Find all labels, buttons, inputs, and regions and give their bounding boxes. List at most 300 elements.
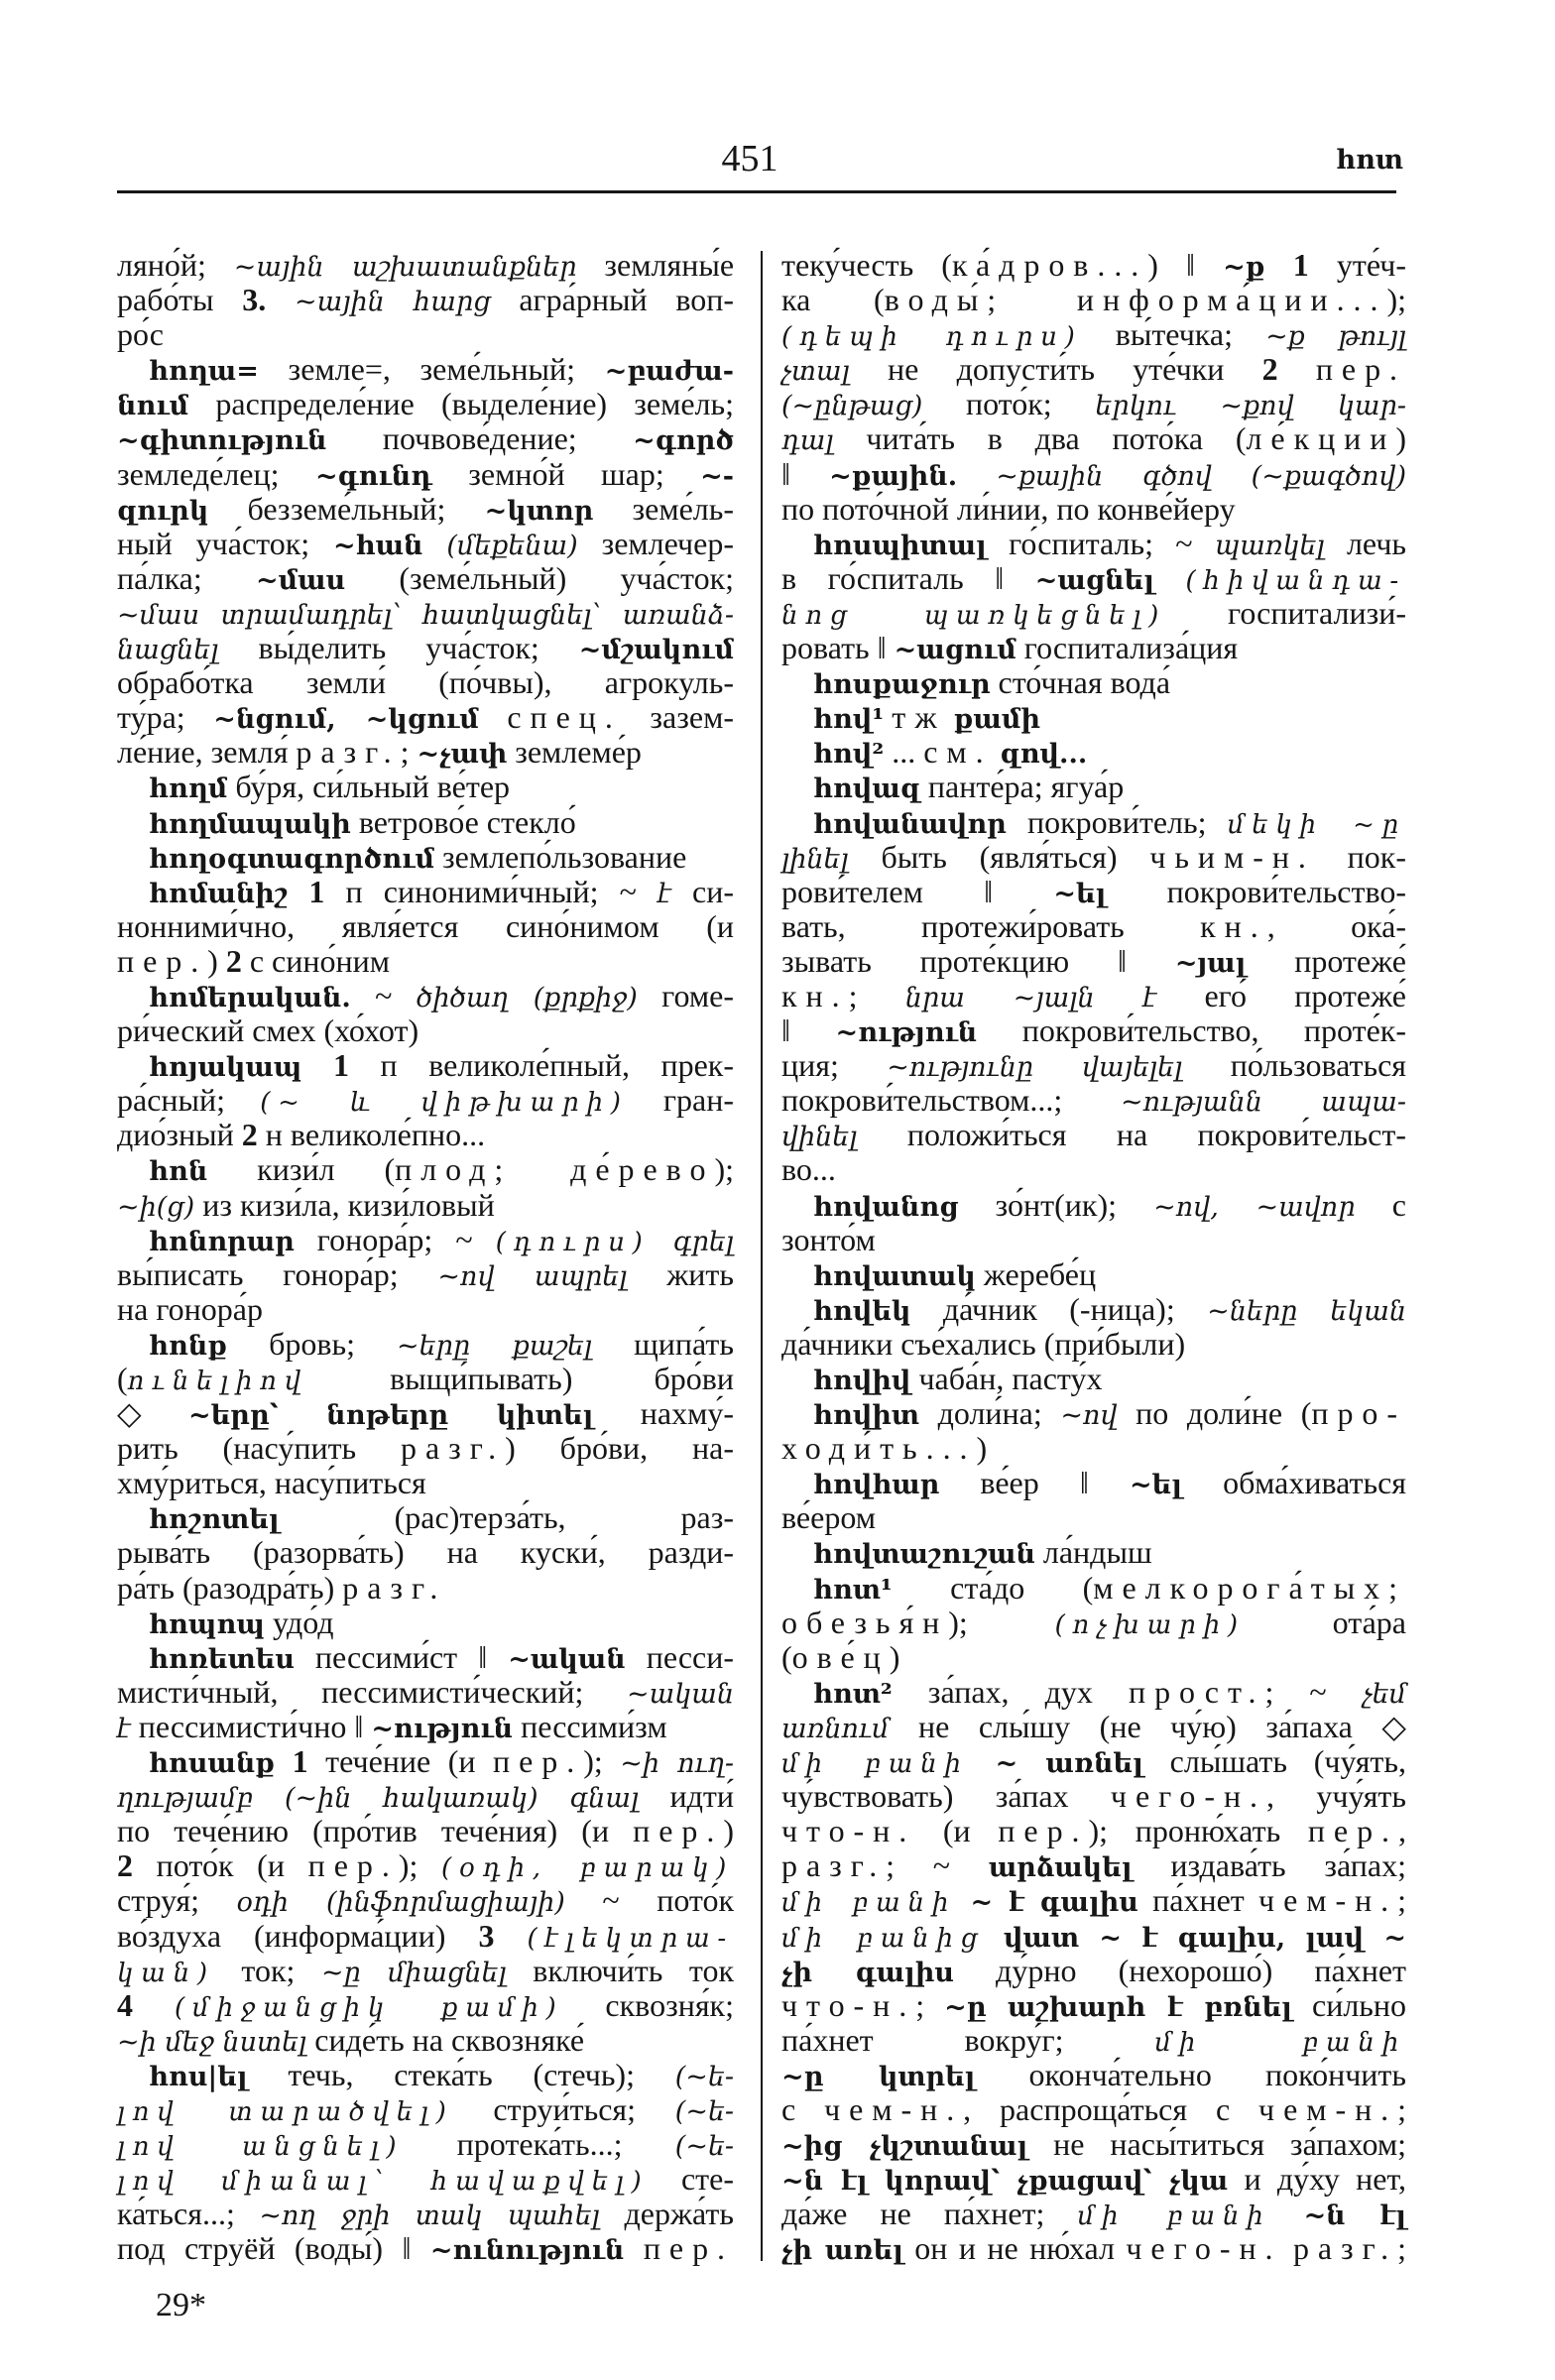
spaced-usage-label: чем-н.	[824, 2090, 964, 2127]
line-text	[813, 1675, 1406, 1710]
spaced-usage-label: воды́; информа́ции...	[884, 282, 1387, 318]
armenian-bold-term: հոս|ել	[149, 2061, 248, 2092]
line-text	[117, 2023, 584, 2058]
sense-number: 4	[117, 1986, 133, 2023]
entry-line	[781, 2023, 1406, 2058]
armenian-italic-example: ~ությունը վայելել	[887, 1052, 1183, 1084]
line-text	[781, 1431, 987, 1466]
armenian-italic-example: ~ով	[1060, 1400, 1118, 1432]
line-text	[117, 1710, 667, 1744]
line-text	[781, 283, 1406, 317]
russian-text: ~	[350, 977, 417, 1013]
armenian-bold-term: ~նցում, ~կցում	[213, 704, 479, 736]
armenian-bold-term: ~ական	[508, 1643, 626, 1675]
russian-text: бровь;	[227, 1325, 397, 1362]
spaced-usage-label: чего-н.	[1110, 1778, 1267, 1815]
russian-text: чаба́н, пасту́х	[910, 1361, 1103, 1396]
armenian-spaced-gloss: մի բանի	[1077, 2202, 1271, 2232]
russian-text: обрабо́тка земли́ (по́чвы), агрокуль-	[117, 664, 734, 701]
line-text	[117, 735, 642, 770]
spaced-usage-label: пер.	[633, 1813, 724, 1849]
armenian-italic-example: նացնել	[117, 635, 219, 666]
entry-line	[781, 944, 1406, 979]
spaced-usage-label: пер.	[493, 1743, 584, 1780]
spaced-usage-label: пер.	[643, 2230, 735, 2267]
line-text	[781, 421, 1406, 456]
armenian-bold-term: ~ություն	[371, 1713, 514, 1744]
entry-first-line	[117, 1152, 734, 1187]
entry-line	[117, 1292, 734, 1327]
entry-line	[117, 1396, 734, 1431]
russian-text	[1154, 560, 1186, 596]
line-text	[117, 1188, 495, 1223]
russian-text: песси-	[625, 1638, 734, 1675]
russian-text: ка (	[781, 282, 885, 318]
russian-text: рабо́ты	[117, 282, 243, 318]
spaced-usage-label: пер.	[307, 1847, 399, 1884]
armenian-bold-term: ~մաս	[255, 564, 346, 596]
russian-text: );	[948, 1604, 1055, 1640]
entry-line	[781, 421, 1406, 456]
spaced-usage-label: ходи́ть...	[781, 1430, 977, 1467]
entry-line	[781, 1919, 1406, 1954]
russian-text: , ока́-	[1266, 907, 1407, 944]
line-text	[117, 387, 734, 421]
entry-line	[117, 1883, 734, 1918]
armenian-italic-example: ~քային գծով (~քագծով)	[996, 460, 1407, 492]
line-text	[117, 1013, 419, 1048]
entry-line	[117, 665, 734, 700]
line-text	[813, 1362, 1102, 1396]
page-number: 451	[721, 138, 778, 179]
russian-text: вы́писать гонора́р;	[117, 1255, 438, 1292]
armenian-bold-term: ~ք	[1223, 252, 1265, 283]
entry-line	[117, 1118, 734, 1152]
russian-text	[969, 1743, 996, 1779]
entry-line	[117, 283, 734, 317]
entry-line	[781, 1779, 1406, 1814]
entry-first-line	[781, 1188, 1406, 1223]
line-text	[781, 387, 1406, 421]
russian-text: ри́ческий смех (хо́хот)	[117, 1012, 419, 1049]
russian-text: хму́риться, насу́питься	[117, 1465, 426, 1501]
line-text	[117, 527, 734, 561]
armenian-italic-example: նրա ~յալն է	[904, 982, 1157, 1013]
armenian-bold-term: ~ն էլ	[1303, 2201, 1407, 2232]
line-text	[781, 1500, 876, 1535]
line-text	[781, 1988, 1406, 2023]
russian-text: покрови́тельством...;	[781, 1082, 1122, 1119]
armenian-italic-example: է	[117, 1713, 131, 1744]
spaced-usage-label: пер.	[117, 942, 208, 979]
armenian-bold-term: հովհար	[813, 1470, 940, 1501]
line-text	[117, 457, 734, 492]
russian-text: );	[398, 1847, 442, 1884]
entry-line	[117, 700, 734, 735]
entry-line	[781, 1431, 1406, 1466]
russian-text: ‖	[781, 455, 830, 492]
armenian-bold-term: ~ առնել	[995, 1748, 1143, 1780]
armenian-italic-example: ~ային հարց	[294, 287, 491, 318]
entry-first-line	[781, 665, 1406, 700]
entry-first-line	[117, 2058, 734, 2092]
armenian-italic-example: ղությամբ (~ին հակառակ) գնալ	[117, 1783, 640, 1815]
russian-text: по пото́чной ли́нии, по конве́йеру	[781, 490, 1236, 527]
armenian-spaced-gloss: լով անցնել)	[117, 2132, 405, 2163]
armenian-bold-term: հովեկ	[813, 1295, 911, 1327]
line-text	[117, 1535, 734, 1570]
entry-line	[781, 1083, 1406, 1118]
line-text	[781, 2231, 1406, 2266]
russian-text: жеребе́ц	[975, 1255, 1097, 1292]
armenian-spaced-gloss: մի բանի	[781, 1888, 957, 1919]
line-text	[149, 840, 686, 875]
entry-line	[781, 979, 1406, 1013]
column-divider	[761, 251, 763, 2261]
entry-line	[117, 631, 734, 665]
entry-line	[117, 317, 734, 352]
entry-first-line	[117, 352, 734, 387]
russian-text: п великоле́пный, прек-	[349, 1047, 735, 1084]
line-text	[781, 631, 1238, 665]
armenian-italic-example: ~ով, ~ավոր	[1153, 1191, 1356, 1223]
russian-text: земле=, земе́льный;	[258, 351, 605, 388]
russian-text: ~ пото́к	[564, 1882, 735, 1919]
spaced-usage-label: мелкорога́тых;	[1093, 1569, 1406, 1606]
russian-text: уте́ч-	[1308, 247, 1407, 283]
line-text	[781, 2162, 1406, 2197]
line-text	[117, 1571, 446, 1606]
russian-text: течь, стека́ть (стечь);	[247, 2056, 675, 2092]
line-text	[117, 665, 734, 700]
russian-text: рови́телем ‖	[781, 873, 1054, 909]
spaced-usage-label: пер.	[1307, 1813, 1398, 1849]
line-text	[781, 1606, 1406, 1640]
entry-line	[117, 1988, 734, 2023]
armenian-spaced-gloss: (~ և վիթխարի)	[260, 1088, 629, 1119]
russian-text: быть (явля́ться)	[848, 838, 1150, 875]
line-text	[781, 840, 1406, 875]
line-text	[813, 805, 1406, 840]
line-text	[781, 2023, 1406, 2058]
armenian-bold-term: վատ ~ է գալիս, լավ ~	[1004, 1922, 1407, 1954]
russian-text: го́спиталь; ~	[986, 525, 1215, 561]
line-text	[117, 1118, 485, 1152]
russian-text: ;	[915, 1986, 945, 2023]
russian-text: па́хнет	[1137, 1882, 1259, 1919]
entry-line	[117, 1083, 734, 1118]
russian-text: панте́ра; ягуа́р	[919, 769, 1125, 805]
line-text	[149, 1606, 334, 1640]
entry-line	[781, 317, 1406, 352]
armenian-spaced-gloss: (դեպի դուրս)	[781, 322, 1083, 353]
line-text	[149, 875, 734, 909]
russian-text: ;	[400, 734, 418, 771]
russian-text: ;	[1397, 2230, 1406, 2267]
line-text	[781, 1013, 1406, 1048]
armenian-italic-example: ~ի ուղ-	[620, 1748, 734, 1780]
sense-number: 3	[478, 1917, 495, 1954]
russian-text: пото́к;	[922, 386, 1096, 422]
russian-text: нахму́-	[593, 1395, 734, 1432]
armenian-italic-example: գրել	[672, 1226, 735, 1257]
line-text	[781, 1327, 1185, 1362]
russian-text: по́льзоваться	[1182, 1047, 1407, 1084]
sense-number: 1	[1292, 247, 1309, 283]
entry-line	[781, 1640, 1406, 1675]
spaced-usage-label: кн.	[1200, 907, 1267, 944]
line-text	[781, 1919, 1406, 1954]
russian-text: (	[117, 1361, 128, 1396]
entry-line	[781, 1013, 1406, 1048]
russian-text: с сино́ним	[241, 942, 390, 979]
entry-line	[781, 2058, 1406, 2092]
line-text	[149, 1640, 734, 1675]
armenian-bold-term: հոշոտել	[149, 1504, 280, 1536]
sense-number: 1	[292, 1743, 308, 1780]
russian-text: с	[781, 2090, 825, 2127]
entry-line	[781, 1327, 1406, 1362]
russian-text: пессими́зм	[513, 1708, 667, 1744]
russian-text: протеже́	[1246, 942, 1407, 979]
entry-line	[117, 1779, 734, 1814]
russian-text: землеме́р	[507, 734, 642, 771]
russian-text: покрови́тельство-	[1106, 873, 1407, 909]
armenian-italic-example: ~ությանն ապա-	[1121, 1087, 1406, 1119]
russian-text: (земе́льный) уча́сток;	[345, 559, 734, 596]
armenian-bold-term: ~երը՝ նոթերը կիտել	[188, 1400, 594, 1432]
entry-line	[117, 2127, 734, 2162]
russian-text: распределе́ние (выделе́ние) земе́ль;	[188, 386, 734, 422]
russian-text: оконча́тельно поко́нчить	[975, 2056, 1406, 2092]
spaced-usage-label: чем-н.	[1258, 2090, 1398, 2127]
russian-text	[133, 1987, 175, 2023]
armenian-bold-term: հոնք	[149, 1330, 228, 1362]
russian-text: ле́ние, земля́	[117, 734, 297, 771]
armenian-bold-term: ~ունություն	[429, 2235, 625, 2267]
entry-line	[781, 909, 1406, 944]
entry-line	[117, 492, 734, 527]
russian-text: гонора́р; ~	[294, 1221, 496, 1257]
entry-line	[117, 909, 734, 944]
russian-text: ра́ть (разодра́ть)	[117, 1569, 343, 1606]
right-column	[781, 248, 1406, 2266]
entry-line	[117, 1710, 734, 1744]
russian-text: и ду́ху нет,	[1228, 2161, 1406, 2198]
armenian-bold-term: հողմ	[149, 774, 228, 805]
entry-first-line	[781, 1466, 1406, 1500]
russian-text: не слы́шу (не чу́ю) за́паха ◇	[889, 1708, 1406, 1744]
line-text	[117, 1362, 734, 1396]
entry-first-line	[117, 1640, 734, 1675]
line-text	[117, 2231, 734, 2266]
russian-text: п синоними́чный; ~	[324, 873, 658, 909]
russian-text: он и не ню́хал	[902, 2230, 1127, 2267]
russian-text: зонто́м	[781, 1221, 876, 1257]
line-text	[781, 1883, 1406, 1918]
line-text	[781, 1779, 1406, 1814]
armenian-italic-example: երկու ~քով կար-	[1095, 391, 1407, 422]
armenian-bold-term: հոսքաջուր	[813, 669, 991, 701]
entry-line	[781, 2092, 1406, 2127]
russian-text: ро́с	[117, 316, 164, 353]
entry-first-line	[117, 1327, 734, 1362]
armenian-bold-term: զով...	[1000, 739, 1088, 771]
russian-text	[884, 699, 892, 735]
line-text	[117, 317, 164, 352]
entry-line	[117, 2162, 734, 2197]
russian-text: удо́д	[264, 1604, 334, 1640]
line-text	[781, 596, 1406, 631]
entry-line	[781, 387, 1406, 421]
entry-first-line	[781, 1362, 1406, 1396]
russian-text: ла́ндыш	[1034, 1534, 1152, 1571]
line-text	[117, 1396, 734, 1431]
armenian-spaced-gloss: (էլեկտրա-	[527, 1923, 735, 1954]
russian-text: идти́	[639, 1778, 734, 1815]
russian-text: ) бро́ви, на-	[505, 1430, 734, 1467]
line-text	[149, 2058, 734, 2092]
armenian-spaced-gloss: մի բանից	[781, 1923, 986, 1954]
russian-text: протека́ть...;	[404, 2126, 675, 2163]
line-text	[781, 909, 1406, 944]
russian-text: ду́рно (нехорошо́) па́хнет	[953, 1952, 1407, 1988]
armenian-spaced-gloss: ունելիով	[127, 1367, 309, 1396]
spaced-usage-label: разг.	[1292, 2230, 1398, 2267]
entry-line	[781, 1744, 1406, 1779]
armenian-spaced-gloss: (օդի, բարակ)	[441, 1853, 735, 1884]
russian-text	[275, 1743, 293, 1779]
russian-text: зо́нт(ик);	[958, 1186, 1154, 1223]
armenian-bold-term: ~կտոր	[484, 495, 594, 527]
spaced-usage-label: что-н.	[781, 1813, 916, 1849]
russian-text: ...	[884, 734, 924, 771]
armenian-spaced-gloss: (դուրս)	[495, 1227, 651, 1257]
spaced-usage-label: пер.	[998, 1813, 1089, 1849]
russian-text: ровать ‖	[781, 630, 895, 666]
russian-text: не допусти́ть уте́чки	[849, 351, 1262, 388]
running-head: հոտ	[1336, 145, 1403, 176]
sense-number: 2	[1261, 351, 1278, 388]
entry-line	[781, 1954, 1406, 1988]
armenian-bold-term: ~չափ	[417, 739, 508, 771]
russian-text: госпитализи́-	[1166, 594, 1407, 631]
russian-text: госпитализа́ция	[1016, 630, 1239, 666]
armenian-bold-term: հով²	[813, 739, 885, 771]
entry-first-line	[117, 805, 734, 840]
russian-text: покрови́тельство, проте́к-	[977, 1012, 1406, 1049]
armenian-italic-example: ~ի(ց)	[117, 1191, 195, 1223]
armenian-bold-term: ~գիտություն	[117, 425, 327, 457]
line-text	[117, 561, 734, 596]
line-text	[813, 1396, 1406, 1431]
armenian-bold-term: հոյակապ	[149, 1052, 302, 1084]
entry-line	[781, 840, 1406, 875]
armenian-bold-term: ~ել	[1129, 1470, 1182, 1501]
entry-line	[117, 387, 734, 421]
line-text	[149, 1500, 734, 1535]
line-text	[149, 1744, 734, 1779]
line-text	[149, 352, 734, 387]
russian-text: ;	[1397, 2090, 1407, 2127]
line-text	[117, 2197, 734, 2231]
russian-text: );	[1386, 282, 1406, 318]
line-text	[813, 700, 1040, 735]
armenian-spaced-gloss: կան)	[117, 1958, 215, 1988]
russian-text: сиде́ть на сквозняке́	[306, 2021, 585, 2058]
entry-line	[117, 1362, 734, 1396]
spaced-usage-label: разг.	[296, 734, 401, 771]
line-text	[117, 1431, 734, 1466]
armenian-spaced-gloss: լով միանալ՝ հավաքվել)	[117, 2167, 650, 2198]
armenian-bold-term: հովիվ	[813, 1366, 911, 1396]
russian-text: выщи́пывать) бро́ви	[308, 1361, 734, 1396]
line-text	[781, 1814, 1406, 1848]
entry-line	[781, 1606, 1406, 1640]
entry-line	[781, 596, 1406, 631]
armenian-bold-term: հոռետես	[149, 1643, 295, 1675]
russian-text: кизи́л (	[207, 1151, 396, 1188]
russian-text: из кизи́ла, кизи́ловый	[194, 1186, 495, 1223]
russian-text	[494, 1918, 527, 1954]
entry-line	[117, 527, 734, 561]
line-text	[117, 2127, 734, 2162]
line-text	[781, 2058, 1406, 2092]
armenian-bold-term: հովանոց	[813, 1191, 959, 1223]
line-text	[781, 944, 1406, 979]
russian-text: ‖	[781, 1012, 836, 1049]
armenian-bold-term: հոն	[149, 1156, 208, 1188]
russian-text: сквозня́к;	[563, 1986, 734, 2023]
line-text	[117, 283, 734, 317]
line-text	[781, 1848, 1406, 1883]
entry-first-line	[781, 1396, 1406, 1431]
line-text	[117, 1779, 734, 1814]
armenian-italic-example: ~երը քաշել	[396, 1330, 593, 1362]
line-text	[117, 1814, 734, 1848]
russian-text: па́хнет вокру́г;	[781, 2021, 1155, 2058]
russian-text: )	[976, 1430, 988, 1467]
spaced-usage-label: разг.	[342, 1569, 447, 1606]
entry-line	[781, 2231, 1406, 2266]
russian-text: да́же не па́хнет;	[781, 2196, 1078, 2232]
entry-line	[781, 2197, 1406, 2231]
russian-text: тече́ние (и	[307, 1743, 494, 1780]
line-text	[117, 2162, 734, 2197]
entry-line	[117, 457, 734, 492]
russian-text: ве́ером	[781, 1499, 876, 1536]
line-text	[781, 492, 1236, 527]
line-text	[781, 1152, 836, 1187]
entry-line	[781, 2127, 1406, 2162]
armenian-spaced-gloss: մի բանի	[781, 1749, 969, 1780]
entry-line	[117, 1814, 734, 1848]
armenian-bold-term: հովանավոր	[813, 808, 1007, 840]
armenian-bold-term: ~ը աշխարհ է բռնել	[944, 1991, 1292, 2023]
entry-line	[781, 1710, 1406, 1744]
entry-line	[117, 1431, 734, 1466]
armenian-italic-example: (մեքենա)	[446, 530, 578, 561]
entry-line	[117, 1571, 734, 1606]
line-text	[149, 1223, 734, 1257]
russian-text: землечер-	[577, 525, 735, 561]
line-text	[781, 457, 1406, 492]
line-text	[781, 1640, 899, 1675]
russian-text: с	[1355, 1186, 1406, 1223]
line-text	[781, 317, 1406, 352]
spaced-usage-label: см.	[923, 734, 993, 771]
entry-line	[117, 561, 734, 596]
